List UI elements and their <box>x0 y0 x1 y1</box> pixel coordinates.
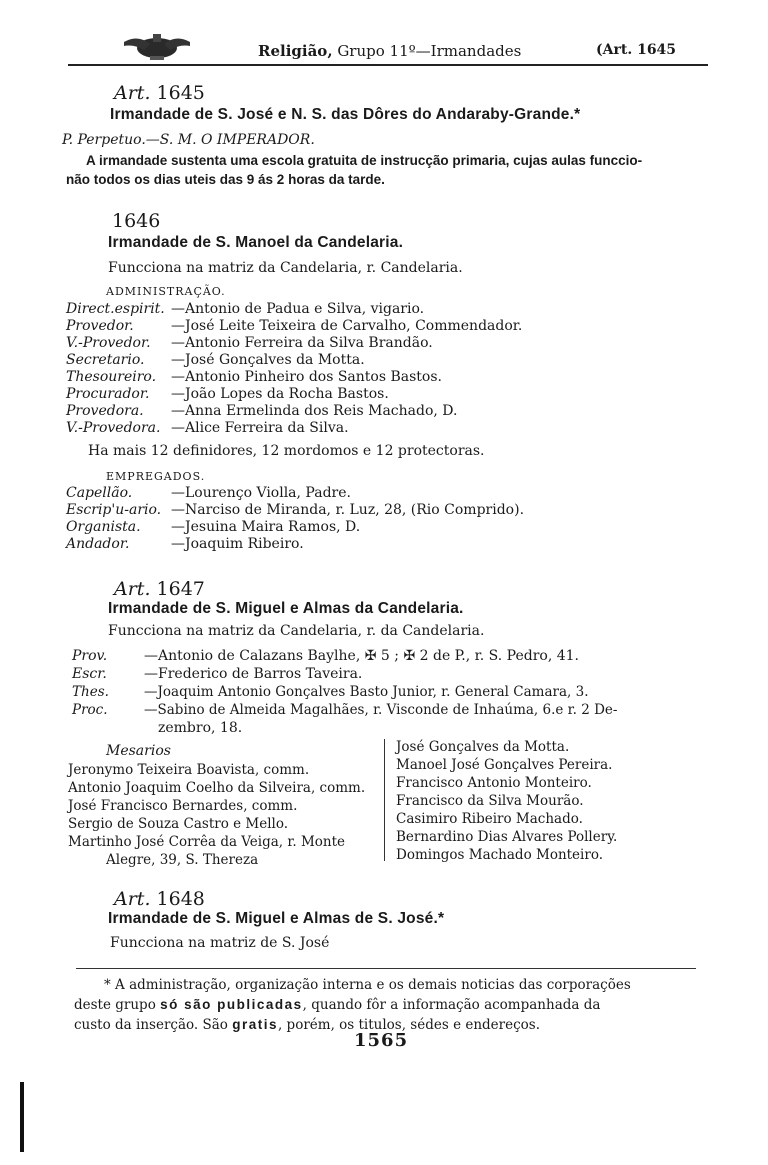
employee-row: Organista. —Jesuina Maira Ramos, D. <box>66 519 361 535</box>
article-1648-title: Irmandade de S. Miguel e Almas de S. José.* <box>108 910 445 927</box>
officer-row: Thes. —Joaquim Antonio Gonçalves Basto Junior, r. General Camara, 3. <box>72 684 589 700</box>
admin-row: Thesoureiro. —Antonio Pinheiro dos Santos Bastos. <box>66 369 442 385</box>
mesario-right: Casimiro Ribeiro Machado. <box>396 811 583 827</box>
article-1648-heading: Art. 1648 <box>114 888 205 910</box>
emblem-icon <box>120 32 194 62</box>
article-1645-title: Irmandade de S. José e N. S. das Dôres do Andaraby-Grande.* <box>110 106 581 123</box>
header-rule <box>68 64 708 66</box>
article-1645-heading: Art. 1645 <box>114 82 205 104</box>
article-1645-text-line1: A irmandade sustenta uma escola gratuita de instrucção primaria, cujas aulas funccio- <box>86 153 643 168</box>
officer-row: Prov. —Antonio de Calazans Baylhe, ✠ 5 ; ✠ 2 de P., r. S. Pedro, 41. <box>72 648 579 664</box>
article-1645-text-line2: não todos os dias uteis das 9 ás 2 horas da tarde. <box>66 172 385 187</box>
mesario-right: Domingos Machado Monteiro. <box>396 847 604 863</box>
mesario-left: José Francisco Bernardes, comm. <box>68 798 298 814</box>
header-title: Religião, Grupo 11º—Irmandades <box>258 42 522 60</box>
mesario-left: Jeronymo Teixeira Boavista, comm. <box>68 762 310 778</box>
mesario-right: Francisco Antonio Monteiro. <box>396 775 592 791</box>
page-number: 1565 <box>354 1030 409 1051</box>
officer-row: zembro, 18. <box>158 720 243 736</box>
employees-label: EMPREGADOS. <box>106 470 206 483</box>
mesarios-label: Mesarios <box>106 743 171 759</box>
employee-row: Andador. —Joaquim Ribeiro. <box>66 536 304 552</box>
admin-row: Provedora. —Anna Ermelinda dos Reis Machado, D. <box>66 403 458 419</box>
admin-row: Direct.espirit. —Antonio de Padua e Silva, vigario. <box>66 301 425 317</box>
article-1646-title: Irmandade de S. Manoel da Candelaria. <box>108 234 404 251</box>
admin-row: Secretario. —José Gonçalves da Motta. <box>66 352 365 368</box>
admin-row: V.-Provedora. —Alice Ferreira da Silva. <box>66 420 349 436</box>
footnote <box>74 976 700 1035</box>
header-article-ref: (Art. 1645 <box>596 42 677 58</box>
mesario-left: Martinho José Corrêa da Veiga, r. Monte <box>68 834 346 850</box>
running-header <box>120 38 690 64</box>
employee-row: Capellão. —Lourenço Violla, Padre. <box>66 485 351 501</box>
article-1646-more: Ha mais 12 definidores, 12 mordomos e 12 protectoras. <box>88 443 485 459</box>
mesario-right: Francisco da Silva Mourão. <box>396 793 584 809</box>
mesario-right: Manoel José Gonçalves Pereira. <box>396 757 613 773</box>
article-1646-heading: 1646 <box>112 210 161 232</box>
footnote-rule <box>76 968 696 969</box>
footnote-line3: custo da inserção. São gratis, porém, os titulos, sédes e endereços. <box>74 1017 541 1033</box>
admin-row: Procurador. —João Lopes da Rocha Bastos. <box>66 386 389 402</box>
admin-label: ADMINISTRAÇÃO. <box>106 285 226 298</box>
employee-row: Escrip'u-ario. —Narciso de Miranda, r. Luz, 28, (Rio Comprido). <box>66 502 525 518</box>
article-1646-location: Funcciona na matriz da Candelaria, r. Candelaria. <box>108 260 463 276</box>
margin-mark <box>20 1082 24 1152</box>
article-1647-heading: Art. 1647 <box>114 578 205 600</box>
admin-row: V.-Provedor. —Antonio Ferreira da Silva Brandão. <box>66 335 433 351</box>
admin-row: Provedor. —José Leite Teixeira de Carvalho, Commendador. <box>66 318 523 334</box>
footnote-line2: deste grupo só são publicadas, quando fôr a informação acompanhada da <box>74 997 601 1013</box>
footnote-line1: * A administração, organização interna e os demais noticias das corporações <box>104 977 631 993</box>
mesario-left: Sergio de Souza Castro e Mello. <box>68 816 289 832</box>
officer-row: Escr. —Frederico de Barros Taveira. <box>72 666 363 682</box>
column-divider <box>384 739 385 861</box>
article-1645-perpetuo: P. Perpetuo.—S. M. O IMPERADOR. <box>62 132 315 148</box>
article-1647-location: Funcciona na matriz da Candelaria, r. da Candelaria. <box>108 623 485 639</box>
article-1648-location: Funcciona na matriz de S. José <box>110 935 330 951</box>
article-1647-title: Irmandade de S. Miguel e Almas da Candelaria. <box>108 600 464 617</box>
mesario-right: Bernardino Dias Alvares Pollery. <box>396 829 618 845</box>
mesario-right: José Gonçalves da Motta. <box>396 739 570 755</box>
mesario-left: Antonio Joaquim Coelho da Silveira, comm. <box>68 780 366 796</box>
officer-row: Proc. —Sabino de Almeida Magalhães, r. Visconde de Inhaúma, 6.e r. 2 De- <box>72 702 618 718</box>
mesario-left: Alegre, 39, S. Thereza <box>106 852 259 868</box>
